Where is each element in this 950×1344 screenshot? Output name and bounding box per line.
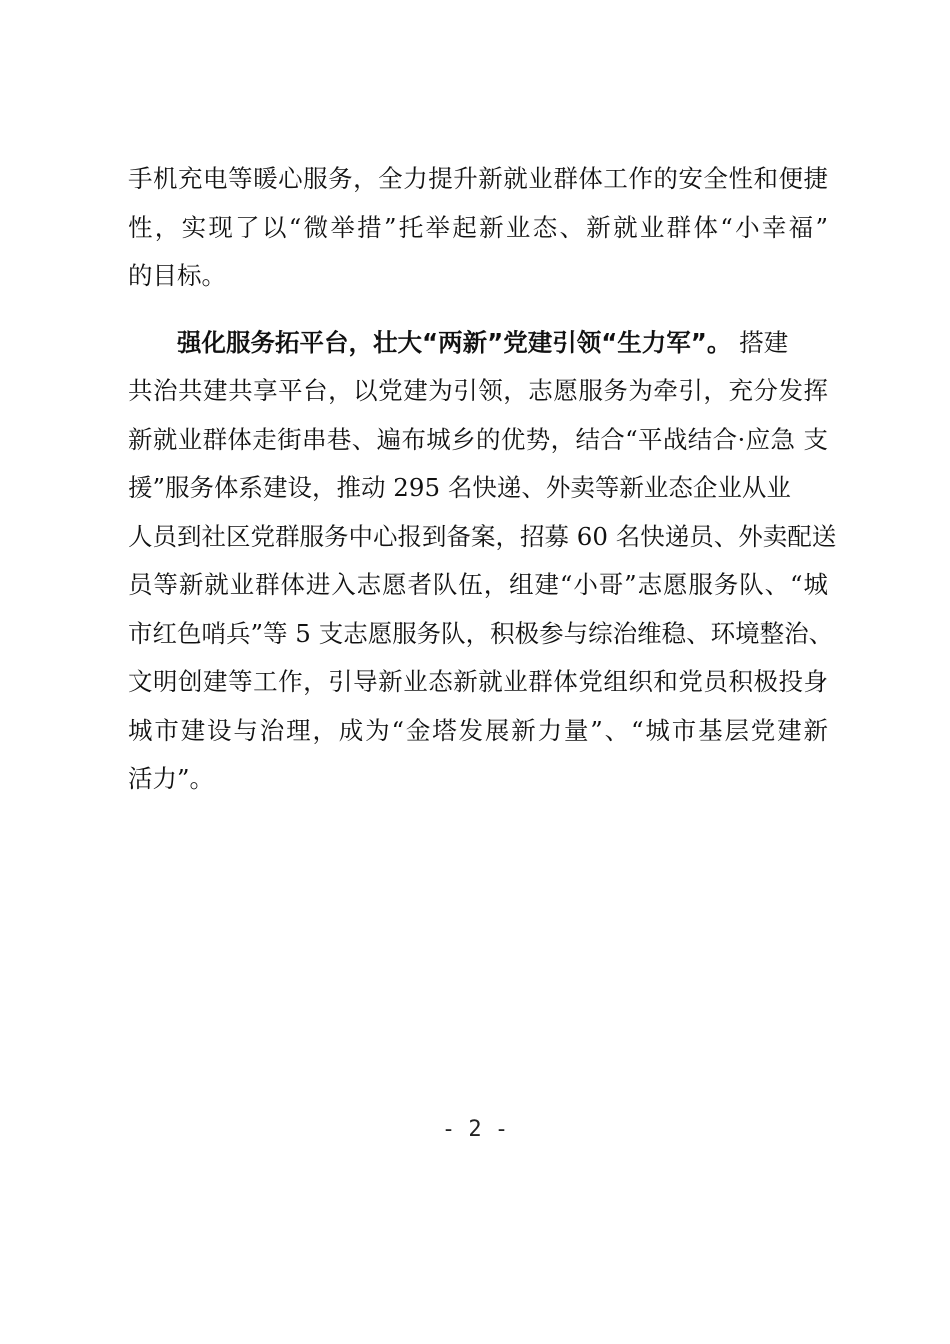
text-line (128, 319, 828, 368)
text-fragment: 搭建 (739, 327, 789, 357)
page-number: - 2 - (441, 1117, 509, 1142)
text-line: 员等新就业群体进入志愿者队伍，组建“小哥”志愿服务队、“城 (128, 570, 828, 599)
paragraph-lead-heading: 强化服务拓平台，壮大“两新”党建引领“生力军”。 (177, 327, 732, 357)
text-line: 共治共建共享平台，以党建为引领，志愿服务为牵引，充分发挥 (128, 376, 828, 405)
text-line: 新就业群体走街串巷、遍布城乡的优势，结合“平战结合·应急 支 (128, 424, 828, 454)
paragraph-platform (128, 319, 837, 804)
text-line: 文明创建等工作，引导新业态新就业群体党组织和党员积极投身 (128, 667, 828, 696)
text-line: 援”服务体系建设，推动 295 名快递、外卖等新业态企业从业 (128, 473, 791, 502)
text-line: 手机充电等暖心服务，全力提升新就业群体工作的安全性和便捷 (128, 164, 828, 193)
text-line: 市红色哨兵”等 5 支志愿服务队，积极参与综治维稳、环境整治、 (128, 618, 834, 648)
text-line: 活力”。 (128, 764, 215, 793)
text-line: 的目标。 (128, 261, 226, 290)
paragraph-service-conclusion (128, 155, 828, 301)
text-line: 城市建设与治理，成为“金塔发展新力量”、“城市基层党建新 (128, 715, 828, 745)
text-line: 人员到社区党群服务中心报到备案，招募 60 名快递员、外卖配送 (128, 521, 837, 551)
text-line: 性，实现了以“微举措”托举起新业态、新就业群体“小幸福” (128, 212, 828, 242)
document-body (128, 155, 837, 804)
